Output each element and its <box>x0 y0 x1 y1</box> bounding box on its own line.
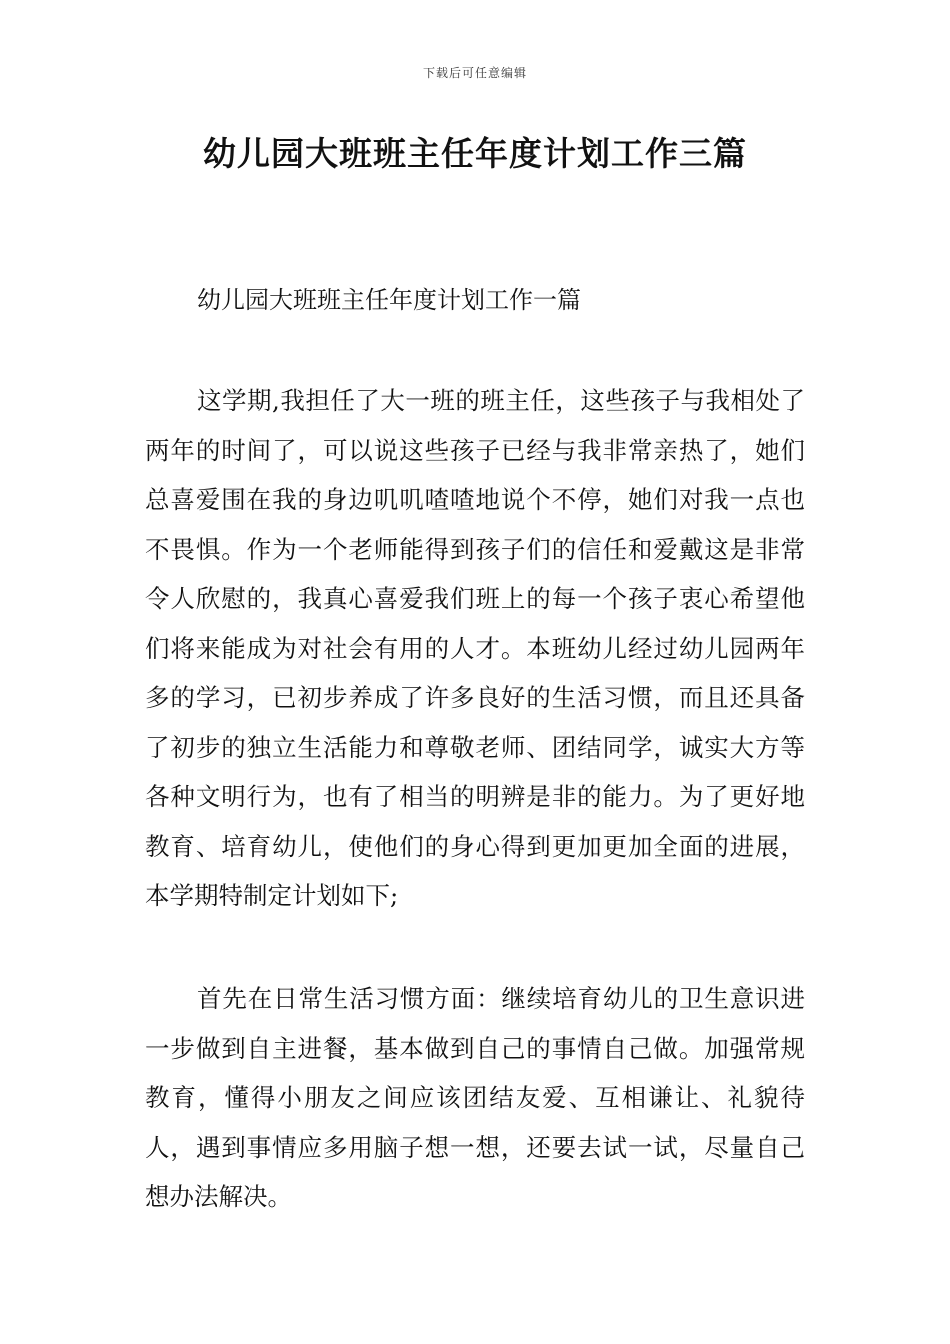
section-title: 幼儿园大班班主任年度计划工作一篇 <box>197 286 581 314</box>
header-note: 下载后可任意编辑 <box>422 66 527 80</box>
document-title: 幼儿园大班班主任年度计划工作三篇 <box>203 134 747 173</box>
paragraph: 首先在日常生活习惯方面：继续培育幼儿的卫生意识进一步做到自主进餐，基本做到自己的事情自己做。加强常规教育，懂得小朋友之间应该团结友爱、互相谦让、礼貌待人，遇到事情应多用脑子想一想，还要去试一试，尽量自己想办法解决。 <box>145 984 805 1211</box>
paragraph: 这学期,我担任了大一班的班主任，这些孩子与我相处了两年的时间了，可以说这些孩子已经与我非常亲热了，她们总喜爱围在我的身边叽叽喳喳地说个不停，她们对我一点也不畏惧。作为一个老师能得到孩子们的信任和爱戴这是非常令人欣慰的，我真心喜爱我们班上的每一个孩子衷心希望他们将来能成为对社会有用的人才。本班幼儿经过幼儿园两年多的学习，已初步养成了许多良好的生活习惯，而且还具备了初步的独立生活能力和尊敬老师、团结同学，诚实大方等各种文明行为，也有了相当的明辨是非的能力。为了更好地教育、培育幼儿，使他们的身心得到更加更加全面的进展，本学期特制定计划如下; <box>145 386 805 910</box>
